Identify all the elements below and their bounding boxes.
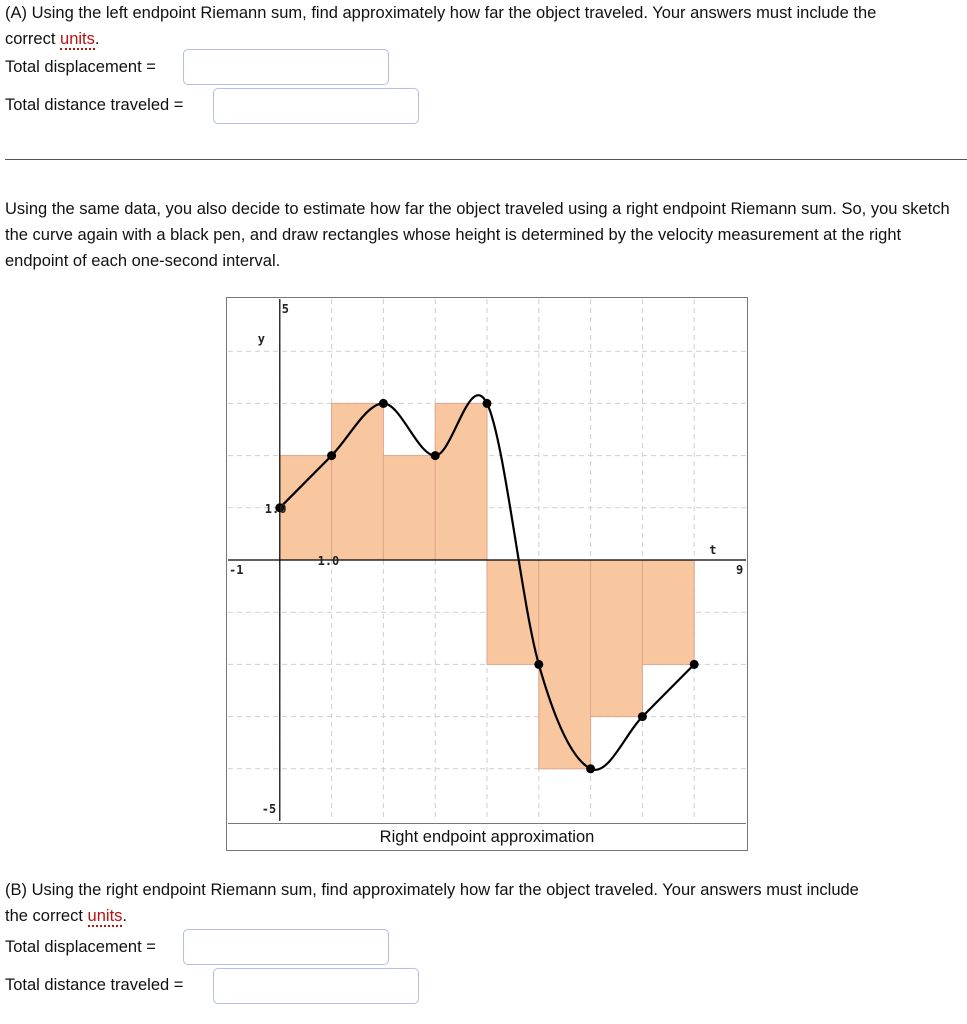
data-point: [483, 399, 492, 408]
part-b-distance-label: Total distance traveled =: [5, 976, 184, 994]
part-a-distance-input[interactable]: [213, 88, 419, 124]
data-point: [379, 399, 388, 408]
part-a-units-link[interactable]: units: [60, 30, 95, 48]
part-b-displacement-label: Total displacement =: [5, 938, 156, 956]
x-axis-label: t: [709, 543, 717, 557]
part-b-units-link[interactable]: units: [87, 907, 123, 925]
instructions-paragraph: Using the same data, you also decide to estimate how far the object traveled using a right endpoint Riemann sum. So, you sketch the curve again with a black pen, and draw rectangles whose height is determined by the velocity measurement at the right endpoint of each one-second interval.: [5, 200, 950, 270]
data-point: [586, 764, 595, 773]
data-point: [534, 660, 543, 669]
part-b-distance-input[interactable]: [213, 968, 419, 1004]
chart-caption: Right endpoint approximation: [228, 823, 746, 850]
riemann-rectangle: [435, 403, 487, 560]
riemann-rectangle: [280, 456, 332, 560]
data-point: [327, 451, 336, 460]
part-a-question-line2: [5, 26, 99, 52]
data-point: [690, 660, 699, 669]
data-point: [431, 451, 440, 460]
part-b-question-line2: [5, 903, 127, 929]
part-a-line2-suffix: .: [94, 30, 100, 48]
riemann-rectangle: [487, 560, 539, 664]
riemann-rectangle: [383, 456, 435, 560]
y-unit-tick-label: 1.0: [264, 501, 287, 516]
x-min-tick-label: -1: [229, 563, 244, 577]
section-divider: [5, 159, 967, 160]
y-axis-label: y: [257, 332, 266, 346]
part-b-displacement-input[interactable]: [183, 929, 389, 965]
data-point: [638, 712, 647, 721]
part-a-displacement-label: Total displacement =: [5, 58, 156, 76]
part-a-distance-label: Total distance traveled =: [5, 96, 184, 114]
riemann-rectangle: [642, 560, 694, 664]
y-min-tick-label: -5: [261, 802, 277, 816]
part-a-line2-prefix: correct: [5, 30, 61, 48]
y-max-tick-label: 5: [281, 302, 290, 316]
riemann-rectangle: [591, 560, 643, 717]
part-a-displacement-input[interactable]: [183, 49, 389, 85]
part-b-line2-suffix: .: [122, 907, 127, 925]
riemann-chart: [228, 299, 746, 821]
riemann-rectangle: [332, 403, 384, 560]
x-max-tick-label: 9: [736, 563, 744, 577]
part-a-question-line1: (A) Using the left endpoint Riemann sum, find approximately how far the object traveled. Your answers must include the: [5, 4, 877, 22]
part-b-line2-prefix: the correct: [5, 907, 88, 925]
x-unit-tick-label: 1.0: [317, 554, 340, 568]
part-b-question-line1: (B) Using the right endpoint Riemann sum, find approximately how far the object traveled. Your answers must include: [5, 881, 859, 899]
